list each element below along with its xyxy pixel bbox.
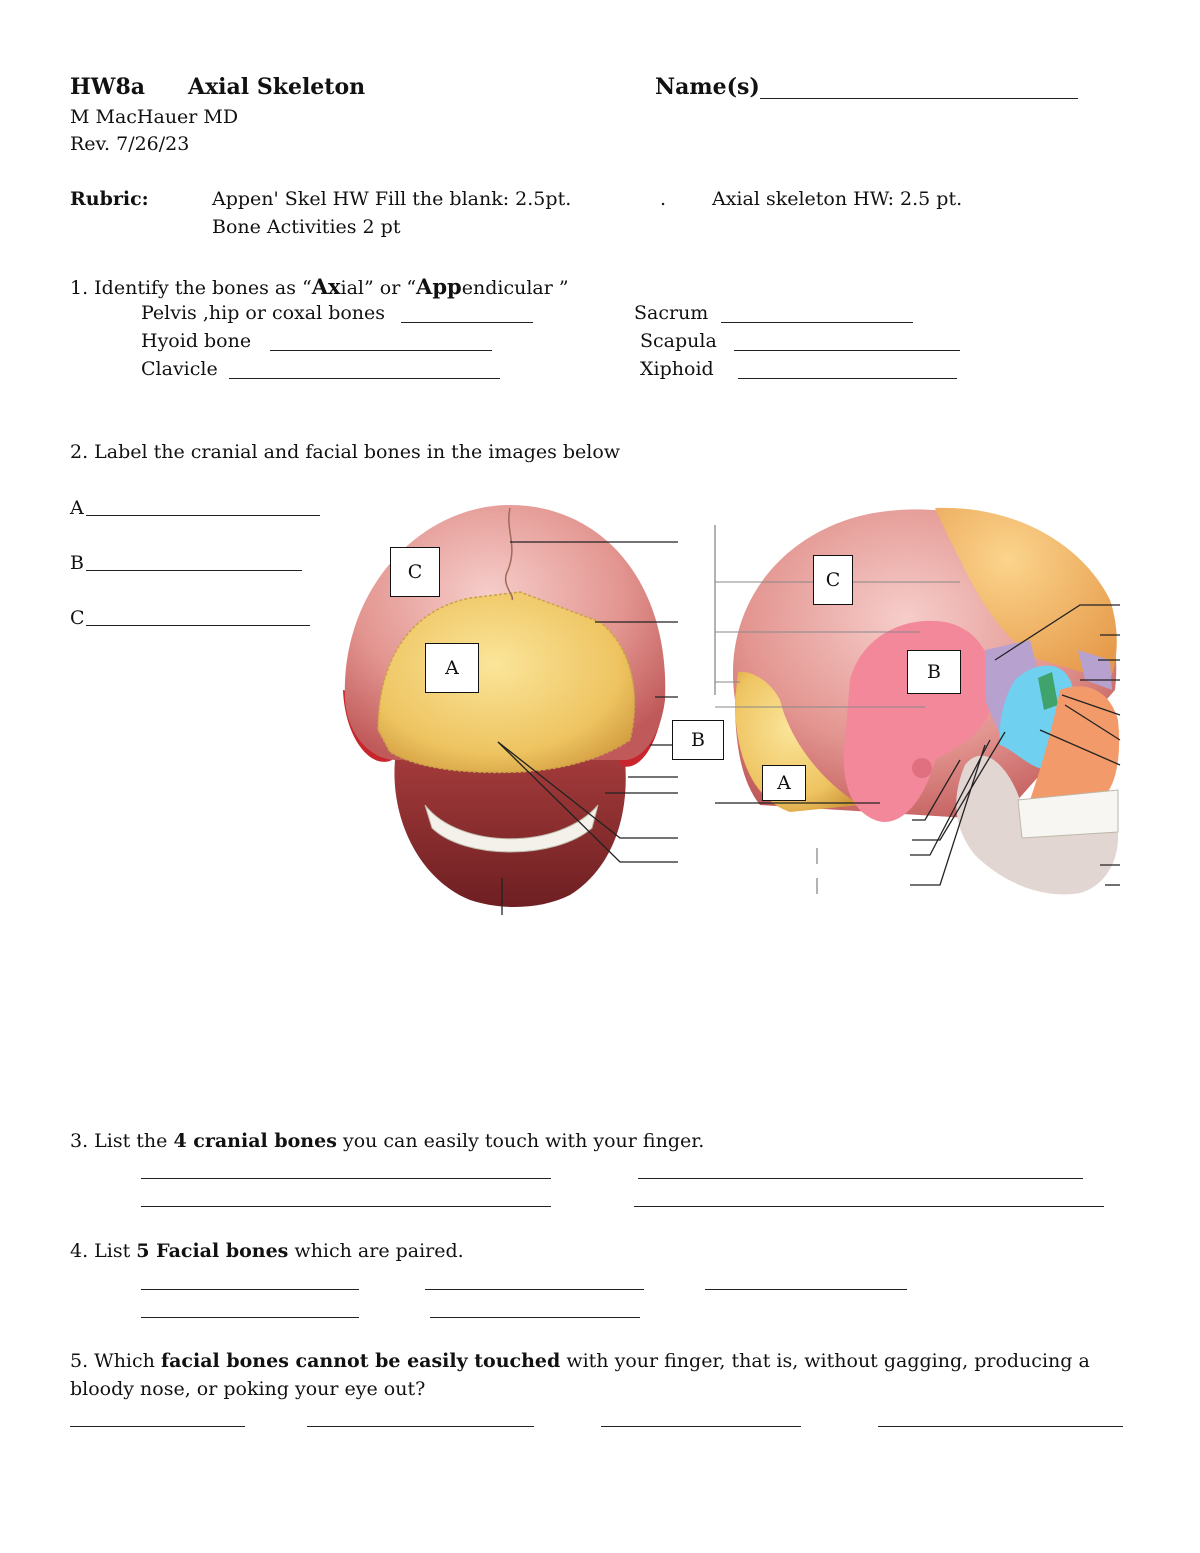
q3-prompt: 3. List the 4 cranial bones you can easily touch with your finger.: [70, 1130, 705, 1152]
q4-prompt: 4. List 5 Facial bones which are paired.: [70, 1240, 464, 1262]
diagram-box-a-lateral: A: [762, 765, 806, 801]
author: M MacHauer MD: [70, 106, 239, 128]
q5-prompt: 5. Which facial bones cannot be easily touched with your finger, that is, without gagging, producing a: [70, 1350, 1090, 1372]
q3-blank-1[interactable]: [141, 1178, 551, 1179]
diagram-box-c-lateral: C: [813, 555, 853, 605]
q1-item-sacrum: Sacrum: [634, 302, 709, 324]
q1-item-scapula: Scapula: [640, 330, 717, 352]
q3-blank-2[interactable]: [638, 1178, 1083, 1179]
q3-blank-3[interactable]: [141, 1206, 551, 1207]
rubric-item-2: Axial skeleton HW: 2.5 pt.: [712, 188, 963, 210]
q1-item-xiphoid: Xiphoid: [640, 358, 714, 380]
name-label: Name(s): [655, 74, 760, 100]
q5-prompt-line2: bloody nose, or poking your eye out?: [70, 1378, 426, 1400]
diagram-box-a-posterior: A: [425, 643, 479, 693]
rubric-item-3: Bone Activities 2 pt: [212, 216, 401, 238]
q5-blank-4[interactable]: [878, 1426, 1123, 1427]
q2-prompt: 2. Label the cranial and facial bones in the images below: [70, 441, 621, 463]
q1-item-hyoid: Hyoid bone: [141, 330, 252, 352]
q1-item-clavicle: Clavicle: [141, 358, 218, 380]
lateral-skull-view: [712, 505, 1140, 917]
q4-blank-1[interactable]: [141, 1289, 359, 1290]
rubric-label: Rubric:: [70, 188, 149, 210]
q4-blank-2[interactable]: [425, 1289, 644, 1290]
q2-label-a: A: [70, 497, 84, 519]
q5-blank-3[interactable]: [601, 1426, 801, 1427]
q1-item-pelvis: Pelvis ,hip or coxal bones: [141, 302, 386, 324]
q4-blank-4[interactable]: [141, 1317, 359, 1318]
diagram-box-c-posterior: C: [390, 547, 440, 597]
q1-prompt: 1. Identify the bones as “Axial” or “Appendicular ”: [70, 274, 569, 299]
q2-label-b: B: [70, 552, 84, 574]
rubric-dot: .: [660, 188, 667, 210]
q5-blank-1[interactable]: [70, 1426, 245, 1427]
q3-blank-4[interactable]: [634, 1206, 1104, 1207]
q4-blank-5[interactable]: [430, 1317, 640, 1318]
q5-blank-2[interactable]: [307, 1426, 534, 1427]
title-code: HW8a: [70, 74, 146, 100]
revision: Rev. 7/26/23: [70, 133, 190, 155]
rubric-item-1: Appen' Skel HW Fill the blank: 2.5pt.: [212, 188, 572, 210]
external-auditory-meatus: [912, 758, 932, 778]
title-name: Axial Skeleton: [188, 74, 366, 100]
q2-label-c: C: [70, 607, 85, 629]
q4-blank-3[interactable]: [705, 1289, 907, 1290]
diagram-box-b-posterior: B: [672, 720, 724, 760]
diagram-box-b-lateral: B: [907, 650, 961, 694]
